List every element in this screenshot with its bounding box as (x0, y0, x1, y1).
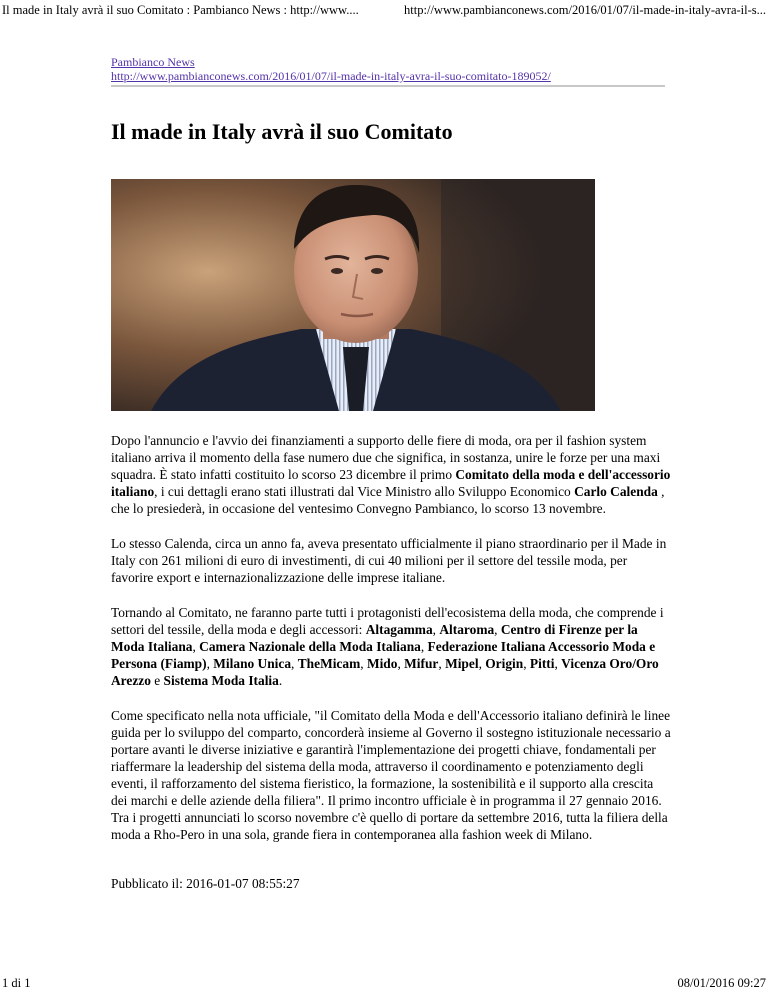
paragraph-3 (111, 604, 671, 689)
member-name: Sistema Moda Italia (163, 673, 279, 688)
article-body (111, 432, 671, 861)
paragraph-1 (111, 432, 671, 517)
member-name: Federazione Italiana Accessorio Moda e Persona (Fiamp) (111, 639, 656, 671)
member-list: Altagamma, Altaroma, Centro di Firenze per la Moda Italiana, Camera Nazionale della Moda Italiana, Federazione Italiana Accessorio Moda e Persona (Fiamp), Milano Unica, TheMicam, Mido, Mifur, Mipel, Origin, Pitti, Vicenza Oro/Oro Arezzo e Sistema Moda Italia. (111, 622, 659, 688)
page-number: 1 di 1 (2, 976, 31, 990)
member-name: Vicenza Oro/Oro Arezzo (111, 656, 659, 688)
member-name: Altaroma (439, 622, 495, 637)
article-url-link[interactable]: http://www.pambianconews.com/2016/01/07/il-made-in-italy-avra-il-suo-comitato-189052/ (111, 69, 551, 83)
member-name: Milano Unica (213, 656, 292, 671)
minister-name: Carlo Calenda (574, 484, 658, 499)
member-name: TheMicam (297, 656, 361, 671)
text: Dopo l'annuncio e l'avvio dei finanziamenti a supporto delle fiere di moda, ora per il fashion system italiano arriva il momento della fase numero due che significa, in sostanza, unire le forze per una maxi squadra. È stato infatti costituito lo scorso 23 dicembre il primo (111, 433, 661, 482)
header-divider (111, 85, 665, 87)
site-name-link[interactable]: Pambianco News (111, 55, 195, 69)
member-name: Mido (366, 656, 398, 671)
text: Tornando al Comitato, ne faranno parte tutti i protagonisti dell'ecosistema della moda, che comprende i settori del tessile, della moda e degli accessori: (111, 605, 664, 637)
member-name: Pitti (529, 656, 555, 671)
member-name: Mipel (445, 656, 479, 671)
member-name: Altagamma (365, 622, 433, 637)
print-header-title: Il made in Italy avrà il suo Comitato : Pambianco News : http://www.... (2, 3, 359, 17)
paragraph-2: Lo stesso Calenda, circa un anno fa, aveva presentato ufficialmente il piano straordinario per il Made in Italy con 261 milioni di euro di investimenti, di cui 40 milioni per il settore del tessile moda, per favorire export e internazionalizzazione delle imprese italiane. (111, 536, 667, 585)
member-name: Mifur (404, 656, 439, 671)
article-photo (111, 179, 595, 411)
print-header-url: http://www.pambianconews.com/2016/01/07/il-made-in-italy-avra-il-s... (404, 3, 766, 17)
member-name: Centro di Firenze per la Moda Italiana (111, 622, 638, 654)
text: , i cui dettagli erano stati illustrati dal Vice Ministro allo Sviluppo Economico (154, 484, 575, 499)
member-name: Origin (485, 656, 524, 671)
member-name: Camera Nazionale della Moda Italiana (199, 639, 421, 654)
article-title: Il made in Italy avrà il suo Comitato (111, 119, 453, 144)
print-datetime: 08/01/2016 09:27 (677, 976, 766, 990)
committee-name: Comitato della moda e dell'accessorio italiano (111, 467, 671, 499)
paragraph-4: Come specificato nella nota ufficiale, "il Comitato della Moda e dell'Accessorio italiano definirà le linee guida per lo sviluppo del comparto, concorderà insieme al Governo il sostegno istituzionale necessario a portare avanti le diverse iniziative e garantirà l'implementazione dei progetti chiave, fondamentali per riaffermare la leadership del sistema della moda, attraverso il coordinamento e potenziamento degli eventi, il rafforzamento del sistema fieristico, la formazione, la sostenibilità e il supporto alla crescita dei marchi e delle aziende della filiera". Il primo incontro ufficiale è in programma il 27 gennaio 2016. Tra i progetti annunciati lo scorso novembre c'è quello di portare da settembre 2016, tutta la filiera della moda a Rho-Pero in una sola, grande fiera in contemporanea alla fashion week di Milano. (111, 708, 671, 842)
text: , che lo presiederà, in occasione del ventesimo Convegno Pambianco, lo scorso 13 novembre. (111, 484, 665, 516)
published-date: Pubblicato il: 2016-01-07 08:55:27 (111, 876, 300, 891)
